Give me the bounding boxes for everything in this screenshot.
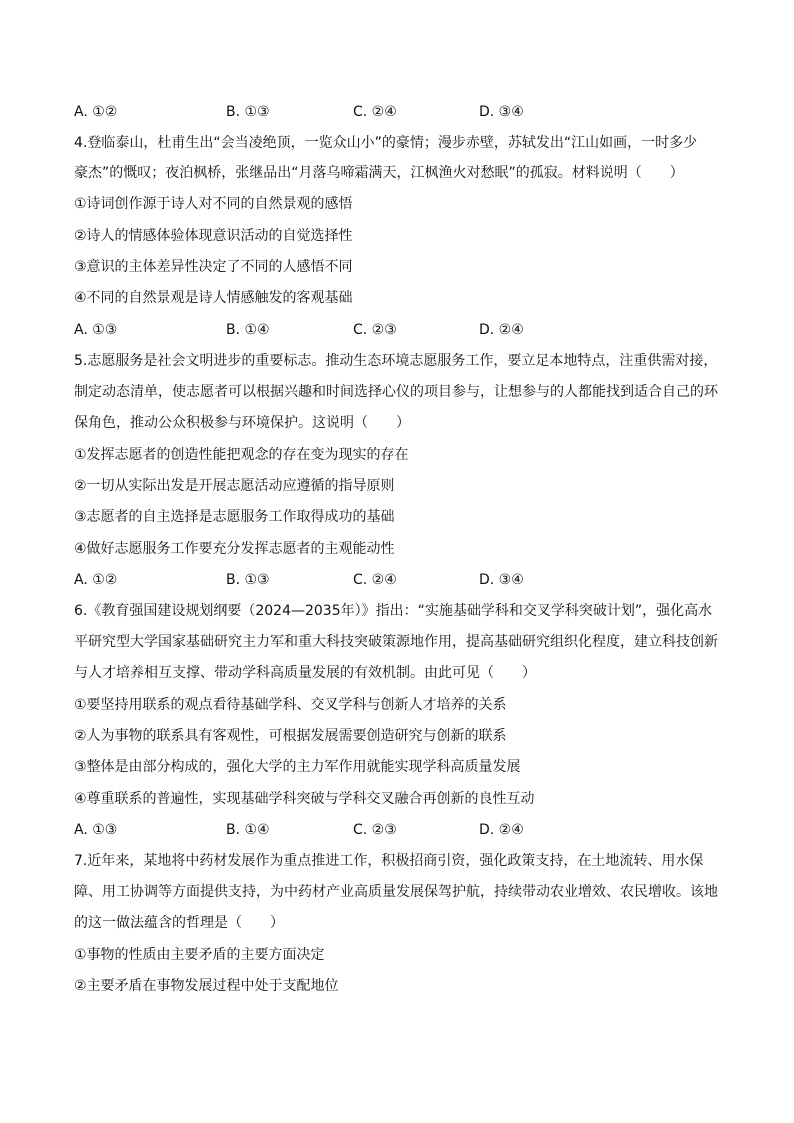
q3-options bbox=[74, 103, 574, 121]
q6-item-4: ④尊重联系的普遍性，实现基础学科突破与学科交叉融合再创新的良性互动 bbox=[74, 791, 535, 807]
q5-item-4: ④做好志愿服务工作要充分发挥志愿者的主观能动性 bbox=[74, 541, 395, 557]
q5-item-1: ①发挥志愿者的创造性能把观念的存在变为现实的存在 bbox=[74, 447, 409, 463]
q4-option-d[interactable]: D. ②④ bbox=[479, 322, 524, 338]
q5-option-a[interactable]: A. ①② bbox=[74, 572, 118, 588]
q3-option-b[interactable]: B. ①③ bbox=[226, 104, 270, 120]
q5-option-b[interactable]: B. ①③ bbox=[226, 572, 270, 588]
q6-stem-line-3: 与人才培养相互支撑、带动学科高质量发展的有效机制。由此可见（ ） bbox=[74, 665, 536, 681]
q4-item-4: ④不同的自然景观是诗人情感触发的客观基础 bbox=[74, 290, 353, 306]
q7-item-2: ②主要矛盾在事物发展过程中处于支配地位 bbox=[74, 978, 339, 994]
q4-item-3: ③意识的主体差异性决定了不同的人感悟不同 bbox=[74, 259, 353, 275]
q6-stem-line-2: 平研究型大学国家基础研究主力军和重大科技突破策源地作用，提高基础研究组织化程度，建立科技创新 bbox=[74, 634, 718, 650]
q4-stem-line-2: 豪杰”的慨叹；夜泊枫桥，张继品出“月落乌啼霜满天，江枫渔火对愁眠”的孤寂。材料说明（ ） bbox=[74, 165, 684, 181]
q6-option-b[interactable]: B. ①④ bbox=[226, 822, 270, 838]
q4-option-a[interactable]: A. ①③ bbox=[74, 322, 118, 338]
q5-item-2: ②一切从实际出发是开展志愿活动应遵循的指导原则 bbox=[74, 478, 395, 494]
q4-options bbox=[74, 321, 574, 339]
q6-option-a[interactable]: A. ①③ bbox=[74, 822, 118, 838]
q5-stem-line-1: 5.志愿服务是社会文明进步的重要标志。推动生态环境志愿服务工作，要立足本地特点，注重供需对接， bbox=[74, 353, 718, 369]
q5-options bbox=[74, 571, 574, 589]
q4-stem-line-1: 4.登临泰山，杜甫生出“会当凌绝顶，一览众山小”的豪情；漫步赤壁，苏轼发出“江山如画，一时多少 bbox=[74, 135, 698, 151]
q6-item-3: ③整体是由部分构成的，强化大学的主力军作用就能实现学科高质量发展 bbox=[74, 759, 521, 775]
q5-option-d[interactable]: D. ③④ bbox=[479, 572, 524, 588]
q6-item-1: ①要坚持用联系的观点看待基础学科、交叉学科与创新人才培养的关系 bbox=[74, 697, 507, 713]
q4-option-c[interactable]: C. ②③ bbox=[353, 322, 397, 338]
q6-option-d[interactable]: D. ②④ bbox=[479, 822, 524, 838]
q7-item-1: ①事物的性质由主要矛盾的主要方面决定 bbox=[74, 947, 325, 963]
q7-stem-line-2: 障、用工协调等方面提供支持，为中药材产业高质量发展保驾护航，持续带动农业增效、农民增收。该地 bbox=[74, 884, 718, 900]
q3-option-a[interactable]: A. ①② bbox=[74, 104, 118, 120]
q4-option-b[interactable]: B. ①④ bbox=[226, 322, 270, 338]
q4-item-1: ①诗词创作源于诗人对不同的自然景观的感悟 bbox=[74, 196, 353, 212]
q3-option-c[interactable]: C. ②④ bbox=[353, 104, 397, 120]
q6-options bbox=[74, 821, 574, 839]
q6-option-c[interactable]: C. ②③ bbox=[353, 822, 397, 838]
q6-item-2: ②人为事物的联系具有客观性，可根据发展需要创造研究与创新的联系 bbox=[74, 728, 507, 744]
q4-item-2: ②诗人的情感体验体现意识活动的自觉选择性 bbox=[74, 228, 353, 244]
q5-stem-line-3: 保角色，推动公众积极参与环境保护。这说明（ ） bbox=[74, 415, 410, 431]
q5-item-3: ③志愿者的自主选择是志愿服务工作取得成功的基础 bbox=[74, 509, 395, 525]
q7-stem-line-1: 7.近年来，某地将中药材发展作为重点推进工作，积极招商引资，强化政策支持，在土地流转、用水保 bbox=[74, 853, 704, 869]
q7-stem-line-3: 的这一做法蕴含的哲理是（ ） bbox=[74, 915, 284, 931]
q3-option-d[interactable]: D. ③④ bbox=[479, 104, 524, 120]
q5-stem-line-2: 制定动态清单，使志愿者可以根据兴趣和时间选择心仪的项目参与，让想参与的人都能找到适合自己的环 bbox=[74, 384, 718, 400]
q5-option-c[interactable]: C. ②④ bbox=[353, 572, 397, 588]
q6-stem-line-1: 6.《教育强国建设规划纲要（2024—2035年）》指出：“实施基础学科和交叉学科突破计划”，强化高水 bbox=[74, 603, 713, 619]
